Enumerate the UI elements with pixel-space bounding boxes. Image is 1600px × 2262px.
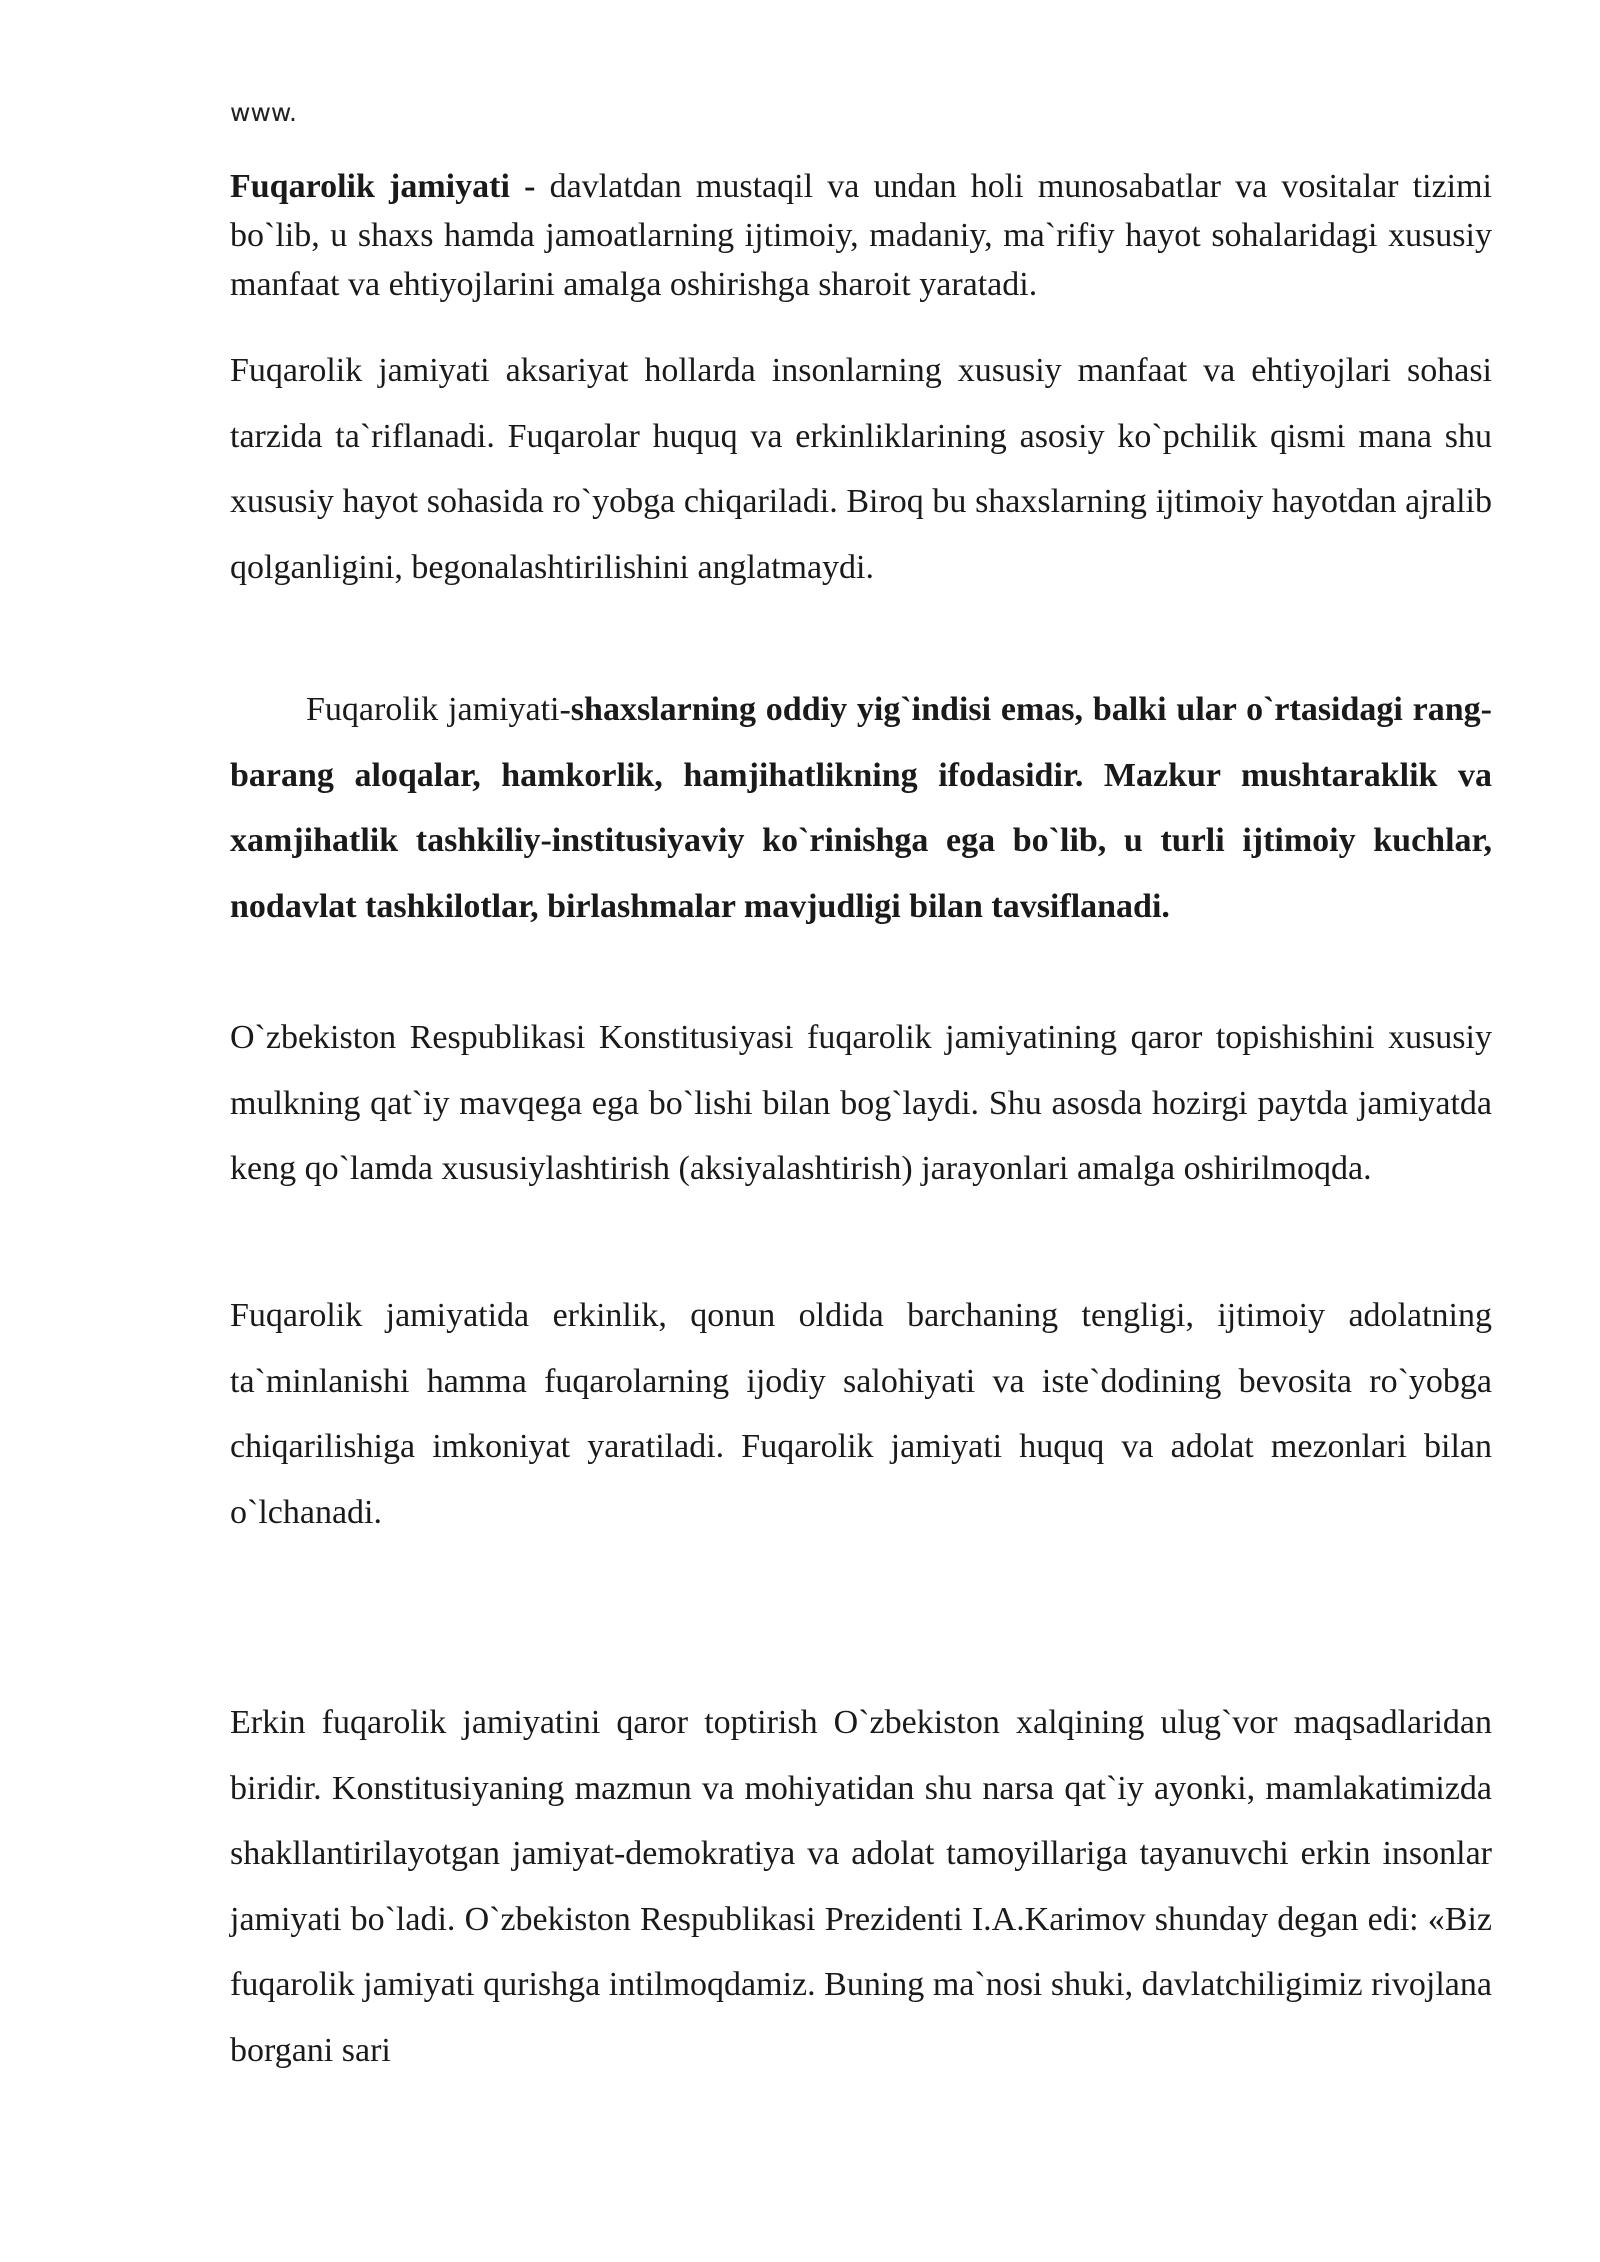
paragraph-freedom: Fuqarolik jamiyatida erkinlik, qonun oldida barchaning tengligi, ijtimoiy adolatning ta`minlanishi hamma fuqarolarning ijodiy salohiyati va iste`dodining bevosita ro`yobga chiqarilishiga imkoniyat yaratiladi. Fuqarolik jamiyati huquq va adolat mezonlari bilan o`lchanadi. <box>230 1297 1492 1531</box>
paragraph-definition <box>230 162 1492 309</box>
definition-text: davlatdan mustaqil va undan holi munosabatlar va vositalar tizimi bo`lib, u shaxs hamda jamoatlarning ijtimoiy, madaniy, ma`rifiy hayot sohalaridagi xususiy manfaat va ehtiyojlarini amalga oshirishga sharoit yaratadi. <box>230 168 1493 303</box>
paragraph-private-sphere: Fuqarolik jamiyati aksariyat hollarda insonlarning xususiy manfaat va ehtiyojlari sohasi tarzida ta`riflanadi. Fuqarolar huquq va erkinliklarining asosiy ko`pchilik qismi mana shu xususiy hayot sohasida ro`yobga chiqariladi. Biroq bu shaxslarning ijtimoiy hayotdan ajralib qolganligini, begonalashtirilishini anglatmaydi. <box>230 352 1492 586</box>
relations-bold-text: shaxslarning oddiy yig`indisi emas, balki ular o`rtasidagi rang-barang aloqalar, hamkorlik, hamjihatlikning ifodasidir. Mazkur mushtaraklik va xamjihatlik tashkiliy-institusiyaviy ko`rinishga ega bo`lib, u turli ijtimoiy kuchlar, nodavlat tashkilotlar, birlashmalar mavjudligi bilan tavsiflanadi. <box>230 691 1493 925</box>
paragraph-constitution: O`zbekiston Respublikasi Konstitusiyasi fuqarolik jamiyatining qaror topishishini xususiy mulkning qat`iy mavqega ega bo`lishi bilan bog`laydi. Shu asosda hozirgi paytda jamiyatda keng qo`lamda xususiylashtirish (aksiyalashtirish) jarayonlari amalga oshirilmoqda. <box>230 1019 1492 1187</box>
relations-lead: Fuqarolik jamiyati- <box>306 691 571 728</box>
definition-term: Fuqarolik jamiyati - <box>230 168 536 205</box>
paragraph-relations <box>230 677 1492 939</box>
paragraph-goals: Erkin fuqarolik jamiyatini qaror toptirish O`zbekiston xalqining ulug`vor maqsadlaridan biridir. Konstitusiyaning mazmun va mohiyatidan shu narsa qat`iy ayonki, mamlakatimizda shakllantirilayotgan jamiyat-demokratiya va adolat tamoyillariga tayanuvchi erkin insonlar jamiyati bo`ladi. O`zbekiston Respublikasi Prezidenti I.A.Karimov shunday degan edi: «Biz fuqarolik jamiyati qurishga intilmoqdamiz. Buning ma`nosi shuki, davlatchiligimiz rivojlana borgani sari <box>230 1704 1492 2069</box>
header-url: www. <box>230 98 297 127</box>
